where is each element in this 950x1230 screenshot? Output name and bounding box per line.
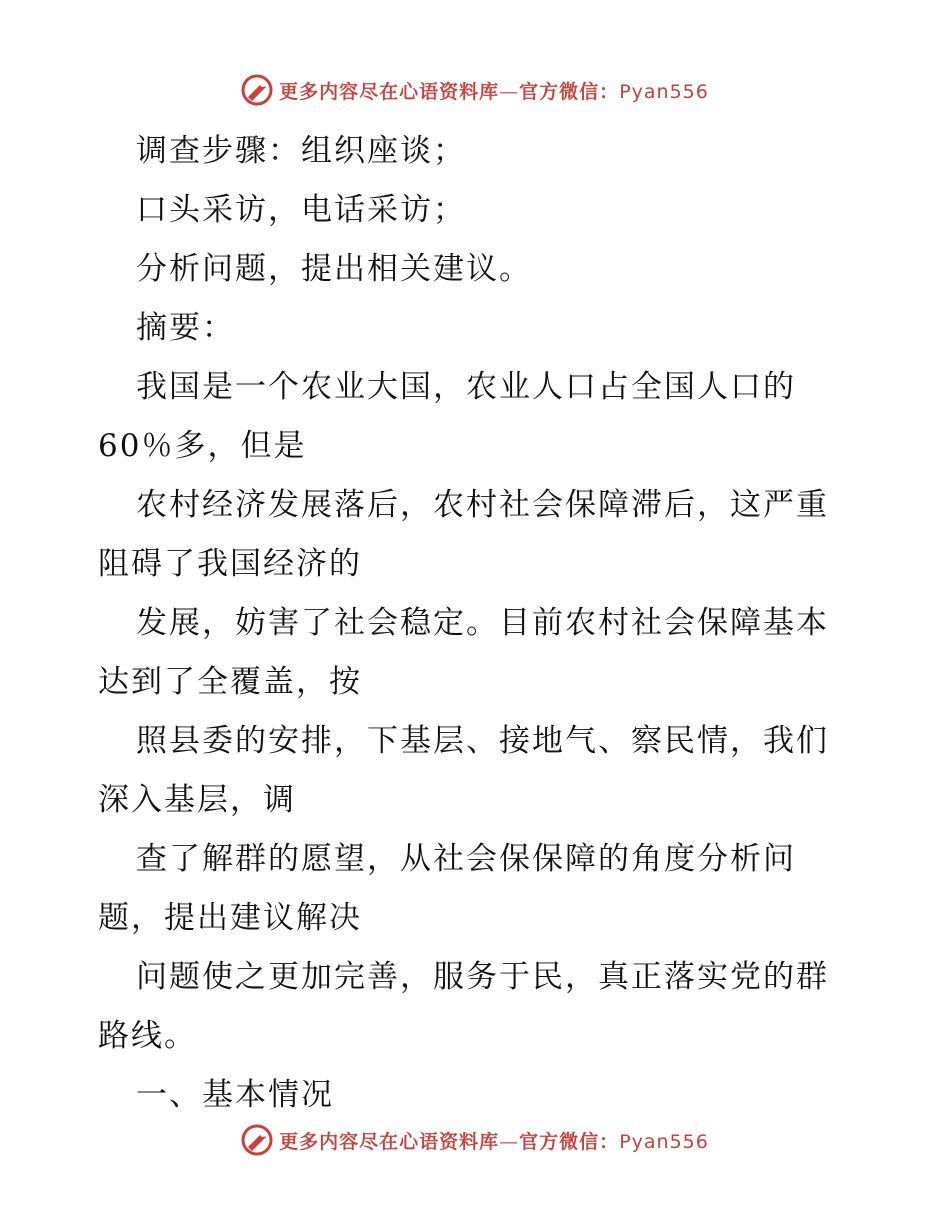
text-line: 深入基层，调 — [98, 782, 296, 818]
watermark-brand: 更多内容尽在心语资料库 — [279, 1130, 500, 1153]
watermark-text — [279, 1127, 709, 1154]
text-line: 查了解群的愿望，从社会保保障的角度分析问 — [136, 841, 796, 877]
text-line: 口头采访，电话采访； — [136, 192, 466, 228]
watermark-brand: 更多内容尽在心语资料库 — [279, 80, 500, 103]
watermark-wechat-label: 官方微信： — [519, 1130, 620, 1153]
text-line: 题，提出建议解决 — [98, 900, 362, 936]
document-body — [98, 122, 858, 1125]
section-heading-abstract: 摘要： — [136, 310, 235, 346]
brand-logo-icon — [241, 1124, 273, 1156]
text-line: 发展，妨害了社会稳定。目前农村社会保障基本 — [136, 605, 829, 641]
watermark-wechat-id: Pyan556 — [619, 80, 709, 103]
text-line: 分析问题，提出相关建议。 — [136, 251, 532, 287]
text-line: 阻碍了我国经济的 — [98, 546, 362, 582]
section-heading-basic-situation: 一、基本情况 — [136, 1077, 334, 1113]
watermark-wechat-id: Pyan556 — [619, 1130, 709, 1153]
text-line: 60％多，但是 — [98, 428, 307, 464]
text-line: 调查步骤：组织座谈； — [136, 133, 466, 169]
text-line: 问题使之更加完善，服务于民，真正落实党的群 — [136, 959, 829, 995]
watermark-header — [0, 70, 950, 110]
text-line: 路线。 — [98, 1018, 197, 1054]
watermark-dash: — — [499, 80, 520, 103]
brand-logo-icon — [241, 74, 273, 106]
watermark-dash: — — [499, 1130, 520, 1153]
text-line: 照县委的安排，下基层、接地气、察民情，我们 — [136, 723, 829, 759]
watermark-footer — [0, 1120, 950, 1160]
watermark-wechat-label: 官方微信： — [519, 80, 620, 103]
watermark-text — [279, 77, 709, 104]
text-line: 我国是一个农业大国，农业人口占全国人口的 — [136, 369, 796, 405]
text-line: 达到了全覆盖，按 — [98, 664, 362, 700]
text-line: 农村经济发展落后，农村社会保障滞后，这严重 — [136, 487, 829, 523]
